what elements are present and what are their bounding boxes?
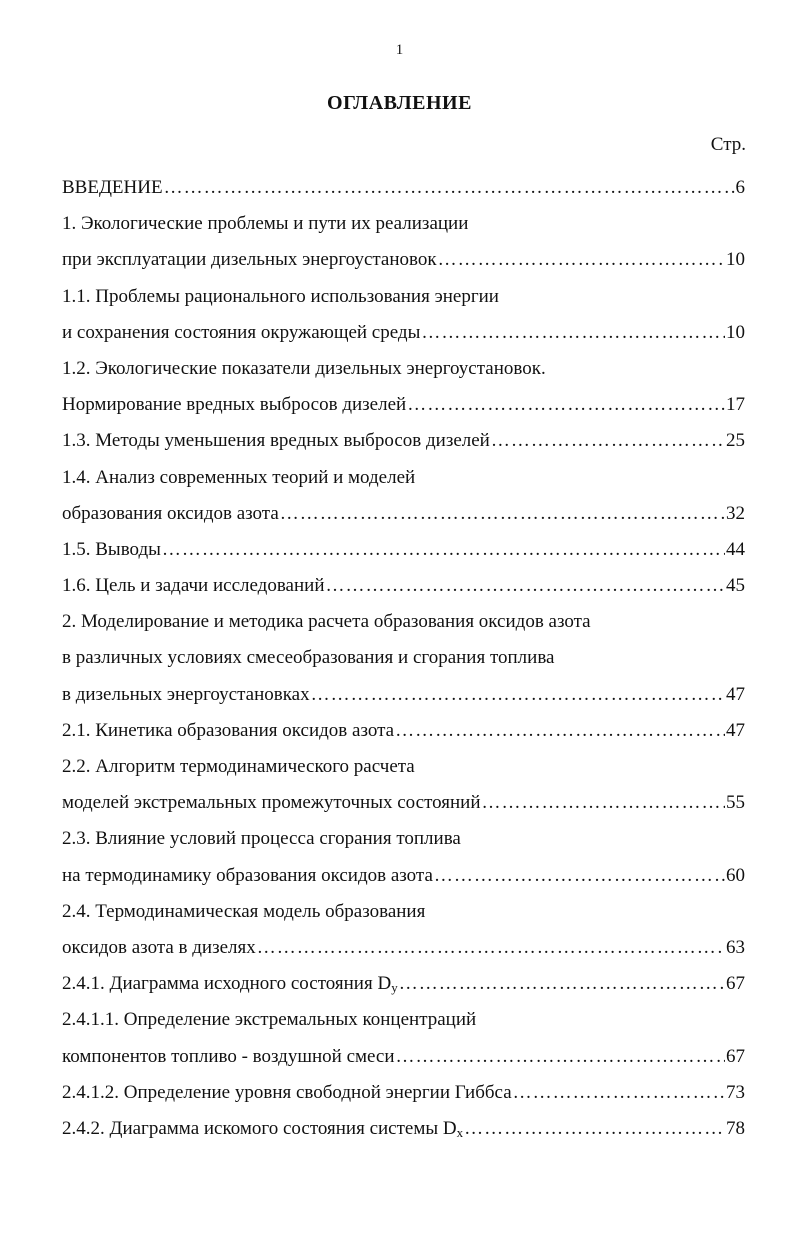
dot-leader bbox=[513, 1075, 725, 1111]
toc-entry-page: 67 bbox=[726, 1045, 745, 1067]
toc-entry[interactable] bbox=[62, 966, 745, 1002]
toc-entry-final-line bbox=[62, 568, 745, 604]
dot-leader bbox=[257, 930, 725, 966]
toc-entry-final-line bbox=[62, 315, 745, 351]
toc-entry-page: 32 bbox=[726, 502, 745, 524]
toc-entry-line: 1.4. Анализ современных теорий и моделей bbox=[62, 466, 416, 488]
toc-entry-page: 67 bbox=[726, 973, 745, 995]
dot-leader bbox=[491, 423, 725, 459]
toc-entry-line: 2.3. Влияние условий процесса сгорания топлива bbox=[62, 828, 461, 850]
dot-leader bbox=[421, 315, 725, 351]
toc-entry-line: 2.4.1.1. Определение экстремальных концентраций bbox=[62, 1009, 477, 1031]
toc-entry-text: на термодинамику образования оксидов азота bbox=[62, 864, 433, 886]
toc-entry-final-line bbox=[62, 1075, 745, 1111]
toc-entry[interactable] bbox=[62, 894, 745, 966]
toc-entry[interactable] bbox=[62, 423, 745, 459]
toc-entry-final-line bbox=[62, 1111, 745, 1147]
dot-leader bbox=[326, 568, 726, 604]
toc-entry-final-line bbox=[62, 785, 745, 821]
toc-entry-line: 2.2. Алгоритм термодинамического расчета bbox=[62, 756, 415, 777]
dot-leader bbox=[164, 170, 735, 206]
toc-entry[interactable] bbox=[62, 821, 745, 893]
toc-entry-text: 2.4.1.2. Определение уровня свободной энергии Гиббса bbox=[62, 1081, 512, 1103]
toc-entry-page: 63 bbox=[726, 936, 745, 958]
toc-entry-page: 44 bbox=[726, 538, 745, 560]
toc-entry-text: и сохранения состояния окружающей среды bbox=[62, 321, 421, 343]
toc-entry-page: 55 bbox=[726, 792, 745, 814]
toc-entry[interactable] bbox=[62, 713, 745, 749]
toc-entry-text: 1.3. Методы уменьшения вредных выбросов дизелей bbox=[62, 430, 490, 452]
toc-entry-final-line bbox=[62, 930, 745, 966]
toc-entry-text: при эксплуатации дизельных энергоустановок bbox=[62, 249, 437, 271]
dot-leader bbox=[280, 496, 725, 532]
toc-entry-page: 47 bbox=[726, 683, 745, 705]
toc-entry-text: ВВЕДЕНИЕ bbox=[62, 177, 163, 198]
toc-entry-text: 2.4.1. Диаграмма исходного состояния $D_y$ bbox=[62, 973, 398, 996]
toc-entry-page: 47 bbox=[726, 719, 745, 741]
dot-leader bbox=[482, 785, 725, 821]
toc-entry-final-line bbox=[62, 677, 745, 713]
page-column-label: Стр. bbox=[710, 134, 746, 155]
toc-entry[interactable] bbox=[62, 604, 745, 713]
dot-leader bbox=[407, 387, 725, 423]
toc-entry[interactable] bbox=[62, 749, 745, 821]
toc-entry-text: 2.1. Кинетика образования оксидов азота bbox=[62, 719, 395, 741]
toc-entry-text: 1.5. Выводы bbox=[62, 538, 161, 560]
toc-entry-page: 60 bbox=[726, 864, 745, 886]
toc-entry[interactable] bbox=[62, 532, 745, 568]
dot-leader bbox=[438, 242, 725, 278]
toc-entry-text: образования оксидов азота bbox=[62, 502, 279, 524]
toc-entry[interactable] bbox=[62, 1075, 745, 1111]
toc-entry-text: 2.4.2. Диаграмма искомого состояния системы $D_x$ bbox=[62, 1117, 464, 1140]
toc-entry-text: 1.6. Цель и задачи исследований bbox=[62, 575, 325, 597]
toc-entry[interactable] bbox=[62, 351, 745, 423]
toc-entry[interactable] bbox=[62, 279, 745, 351]
toc-entry-text: компонентов топливо - воздушной смеси bbox=[62, 1045, 395, 1067]
toc-entry-final-line bbox=[62, 242, 745, 278]
table-of-contents bbox=[62, 170, 745, 1147]
toc-entry-subscript: y bbox=[391, 980, 398, 996]
toc-entry-final-line bbox=[62, 858, 745, 894]
toc-entry[interactable] bbox=[62, 170, 745, 206]
dot-leader bbox=[311, 677, 725, 713]
toc-entry-line: 2.4. Термодинамическая модель образования bbox=[62, 900, 426, 922]
toc-entry-page: 6 bbox=[735, 177, 745, 198]
toc-entry-page: 73 bbox=[726, 1081, 745, 1103]
toc-entry[interactable] bbox=[62, 1002, 745, 1074]
dot-leader bbox=[162, 532, 725, 568]
toc-entry[interactable] bbox=[62, 568, 745, 604]
toc-entry-final-line bbox=[62, 713, 745, 749]
toc-entry[interactable] bbox=[62, 1111, 745, 1147]
toc-entry-page: 17 bbox=[726, 394, 745, 416]
dot-leader bbox=[464, 1111, 725, 1147]
toc-entry-final-line bbox=[62, 170, 745, 206]
toc-entry-final-line bbox=[62, 387, 745, 423]
toc-entry-line: 1.1. Проблемы рационального использования энергии bbox=[62, 285, 499, 307]
toc-entry-text: в дизельных энергоустановках bbox=[62, 683, 310, 705]
dot-leader bbox=[434, 858, 725, 894]
toc-entry-text: моделей экстремальных промежуточных состояний bbox=[62, 792, 481, 814]
toc-entry-page: 10 bbox=[726, 249, 745, 271]
toc-entry-line: в различных условиях смесеобразования и сгорания топлива bbox=[62, 647, 555, 669]
toc-entry-page: 78 bbox=[726, 1117, 745, 1139]
page-title: ОГЛАВЛЕНИЕ bbox=[327, 92, 472, 114]
dot-leader bbox=[399, 966, 725, 1002]
toc-entry[interactable] bbox=[62, 460, 745, 532]
toc-entry[interactable] bbox=[62, 206, 745, 278]
toc-entry-line: 2. Моделирование и методика расчета образования оксидов азота bbox=[62, 611, 591, 633]
toc-entry-text: Нормирование вредных выбросов дизелей bbox=[62, 394, 407, 416]
toc-entry-final-line bbox=[62, 496, 745, 532]
toc-entry-page: 25 bbox=[726, 430, 745, 452]
toc-entry-line: 1.2. Экологические показатели дизельных энергоустановок. bbox=[62, 357, 546, 379]
toc-entry-text: оксидов азота в дизелях bbox=[62, 936, 256, 958]
toc-entry-final-line bbox=[62, 1039, 745, 1075]
toc-entry-final-line bbox=[62, 532, 745, 568]
toc-entry-subscript: x bbox=[456, 1124, 464, 1140]
dot-leader bbox=[395, 713, 725, 749]
toc-entry-page: 45 bbox=[726, 575, 745, 597]
dot-leader bbox=[396, 1039, 725, 1075]
toc-entry-final-line bbox=[62, 966, 745, 1002]
page-number: 1 bbox=[395, 42, 404, 58]
toc-entry-line: 1. Экологические проблемы и пути их реализации bbox=[62, 213, 469, 235]
toc-entry-final-line bbox=[62, 423, 745, 459]
toc-entry-page: 10 bbox=[726, 321, 745, 343]
